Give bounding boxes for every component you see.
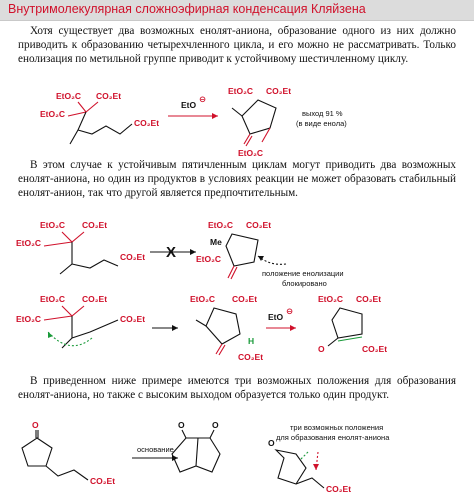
s3-int-carbonyl	[216, 344, 225, 355]
s2-sub-label-1: EtO₂C	[40, 220, 66, 230]
s4-green-arrow-1	[300, 452, 308, 460]
s1-sub-label-4: CO₂Et	[134, 118, 160, 128]
s3-prod-enolate-bond	[328, 338, 338, 346]
s3-sub-label-2: CO₂Et	[82, 294, 108, 304]
s2-carbonyl	[228, 266, 237, 279]
s1-prod-label-2: CO₂Et	[266, 86, 292, 96]
s2-sub-label-2: CO₂Et	[82, 220, 108, 230]
s3-green-arrow-head	[48, 332, 53, 338]
scheme-4-substrate	[22, 420, 115, 486]
page-title: Внутримолекулярная сложноэфирная конденсация Кляйзена	[8, 2, 366, 16]
s4-sub-carbonyl	[36, 430, 38, 438]
s3-int-ring	[206, 308, 240, 344]
scheme-1-substrate	[40, 91, 159, 144]
s3-reagent-charge: ⊖	[286, 306, 294, 316]
scheme-2-substrate	[16, 220, 145, 274]
s2-prod-me: Me	[210, 237, 222, 247]
s4-right-label: CO₂Et	[326, 484, 352, 494]
s2-note-1: положение енолизации	[262, 269, 344, 278]
scheme-3-intermediate	[190, 294, 263, 362]
s3-prod-ring	[332, 308, 362, 338]
s1-carbonyl	[244, 134, 252, 146]
s3-prod-o: O	[318, 344, 325, 354]
s4-prod-o2: O	[212, 420, 219, 430]
scheme-2-product	[196, 220, 344, 288]
scheme-1	[0, 86, 474, 158]
paragraph-3: В приведенном ниже примере имеются три возможных положения для образования енолят-аниона, но также с высоким выходом образуется только один продукт.	[18, 375, 456, 402]
s3-sub-label-1: EtO₂C	[40, 294, 66, 304]
s4-prod-o1: O	[178, 420, 185, 430]
s4-prod-rings	[172, 430, 220, 472]
s2-ring	[226, 234, 258, 266]
s2-prod-label-3: EtO₂C	[196, 254, 222, 264]
s4-note-2: для образования енолят-аниона	[276, 433, 390, 442]
scheme-4-product	[172, 420, 220, 472]
s4-sub-o: O	[32, 420, 39, 430]
scheme-2-arrow	[150, 244, 196, 261]
s4-note-1: три возможных положения	[290, 423, 384, 432]
s1-sub-bond-top	[78, 102, 98, 112]
scheme-4-enolate	[268, 423, 390, 494]
s3-int-h: H	[248, 336, 255, 346]
s1-reagent-charge: ⊖	[199, 94, 207, 104]
scheme-4-arrow	[132, 445, 178, 461]
s3-int-label-2: CO₂Et	[232, 294, 258, 304]
scheme-2	[0, 216, 474, 288]
s2-note-2: блокировано	[282, 279, 327, 288]
s1-prod-label-3: EtO₂C	[238, 148, 264, 158]
s4-red-arrow-head	[313, 464, 319, 470]
scheme-3	[0, 292, 474, 364]
s2-prod-label-1: EtO₂C	[208, 220, 234, 230]
s1-yield-2: (в виде енола)	[296, 119, 347, 128]
s2-note-arrow-head	[258, 256, 264, 261]
s1-reagent: EtO	[181, 100, 197, 110]
scheme-4	[0, 418, 474, 498]
s2-sub-label-4: CO₂Et	[120, 252, 146, 262]
s1-ring	[242, 100, 276, 134]
scheme-1-product	[228, 86, 347, 158]
scheme-3-product	[318, 294, 387, 354]
scheme-3-arrow-2	[266, 306, 296, 331]
s3-prod-label-2: CO₂Et	[356, 294, 382, 304]
paragraph-1: Хотя существует два возможных енолят-аниона, образование одного из них должно приводить к образованию четырехчленного цикла, и его можно не рассматривать. Только енолизация по метильной группе приводит к устойчивому шестичленному циклу.	[18, 25, 456, 66]
s3-reagent: EtO	[268, 312, 284, 322]
s1-sub-label-2: CO₂Et	[96, 91, 122, 101]
page-header	[0, 0, 474, 21]
s1-methyl	[232, 108, 242, 116]
s1-prod-label-1: EtO₂C	[228, 86, 254, 96]
s3-int-label-3: CO₂Et	[238, 352, 264, 362]
s4-arrow-label: основание	[137, 445, 174, 454]
s3-sub-chain	[62, 316, 118, 348]
paragraph-2: В этом случае к устойчивым пятичленным циклам могут приводить два возможных енолят-аниона, но один из продуктов в условиях реакции не может образовать стабильный енолят-анион, так что другой является предпочтительным.	[18, 159, 456, 200]
s1-arrow-head	[212, 113, 218, 119]
s4-enol-o: O	[268, 438, 275, 448]
s4-sub-chain	[46, 466, 88, 480]
s3-sub-label-4: CO₂Et	[120, 314, 146, 324]
scheme-1-arrow	[168, 94, 218, 119]
s2-sub-chain	[60, 242, 118, 274]
s3-sub-label-3: EtO₂C	[16, 314, 42, 324]
s1-yield-1: выход 91 %	[302, 109, 343, 118]
s2-blocked-mark: X	[166, 244, 177, 261]
s3-arrow2-head	[290, 325, 296, 331]
s2-sub-label-3: EtO₂C	[16, 238, 42, 248]
s1-sub-label-3: EtO₂C	[40, 109, 66, 119]
s4-sub-label: CO₂Et	[90, 476, 116, 486]
scheme-3-substrate	[16, 294, 145, 348]
s3-int-label-1: EtO₂C	[190, 294, 216, 304]
s2-sub-bonds-red	[44, 232, 84, 246]
s3-prod-label-3: CO₂Et	[362, 344, 388, 354]
s1-sub-label-1: EtO₂C	[56, 91, 82, 101]
s3-sub-bonds-red	[44, 306, 84, 320]
s3-int-methyl	[196, 320, 206, 326]
s4-enol-structure	[276, 450, 324, 488]
s3-prod-label-1: EtO₂C	[318, 294, 344, 304]
s4-sub-ring	[22, 438, 52, 466]
scheme-3-arrow-1	[152, 325, 178, 331]
s3-arrow1-head	[172, 325, 178, 331]
s1-sub-chain	[70, 112, 132, 144]
s1-sub-bond-left	[68, 112, 86, 116]
s2-prod-label-2: CO₂Et	[246, 220, 272, 230]
